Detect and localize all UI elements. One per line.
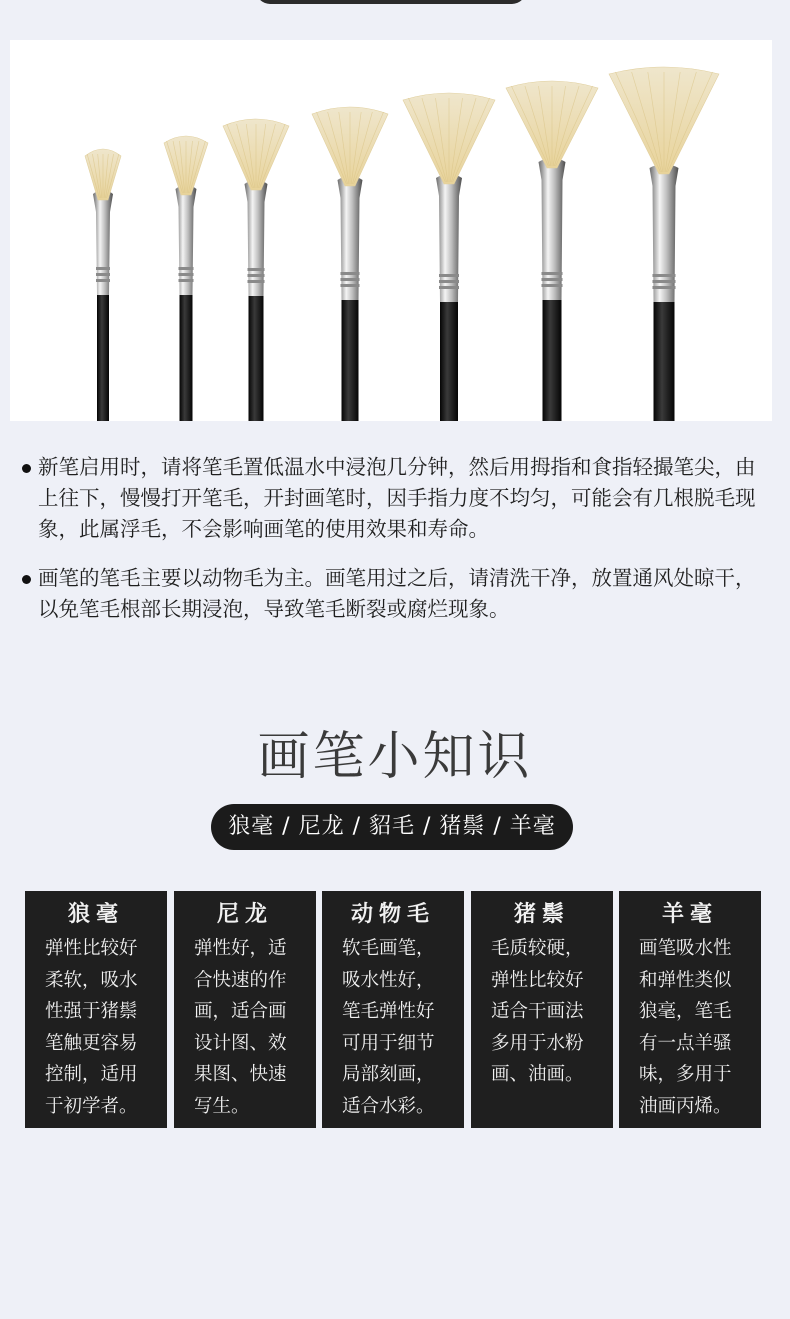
ferrule-ring bbox=[341, 278, 360, 281]
bristle-card-wolf bbox=[25, 891, 167, 1128]
ferrule-ring bbox=[542, 272, 563, 275]
section-title: 画笔小知识 bbox=[257, 727, 533, 787]
bristle-card-animal-hair bbox=[322, 891, 464, 1128]
ferrule-ring bbox=[179, 279, 194, 282]
ferrule-ring bbox=[653, 274, 676, 277]
ferrule-ring bbox=[439, 274, 459, 277]
brush-handle bbox=[654, 298, 675, 421]
bristle-card-nylon bbox=[174, 891, 316, 1128]
card-title: 羊毫 bbox=[661, 902, 718, 927]
ferrule-ring bbox=[96, 279, 110, 282]
usage-note bbox=[20, 563, 765, 625]
ferrule-ring bbox=[96, 267, 110, 270]
brush-ferrule bbox=[176, 185, 197, 295]
ferrule-ring bbox=[653, 286, 676, 289]
usage-note bbox=[20, 452, 765, 545]
brush-handle bbox=[97, 291, 109, 421]
bristle-types-pill: 狼毫 / 尼龙 / 貂毛 / 猪鬃 / 羊毫 bbox=[211, 804, 573, 850]
ferrule-ring bbox=[248, 268, 265, 271]
ferrule-ring bbox=[542, 284, 563, 287]
card-body: 软毛画笔，吸水性好，笔毛弹性好可用于细节局部刻画，适合水彩。 bbox=[342, 938, 435, 1117]
ferrule-ring bbox=[439, 286, 459, 289]
bristle-card-hog bbox=[471, 891, 613, 1128]
bullet-icon bbox=[22, 464, 31, 473]
brush-handle bbox=[342, 296, 359, 421]
usage-note-text: 画笔的笔毛主要以动物毛为主。画笔用过之后，请清洗干净，放置通风处晾干，以免笔毛根部长期浸泡，导致笔毛断裂或腐烂现象。 bbox=[38, 566, 756, 621]
card-body: 毛质较硬，弹性比较好适合干画法多用于水粉画、油画。 bbox=[491, 938, 584, 1085]
ferrule-ring bbox=[179, 267, 194, 270]
brush-handle bbox=[543, 296, 562, 421]
ferrule-ring bbox=[653, 280, 676, 283]
card-body: 画笔吸水性和弹性类似狼毫，笔毛有一点羊骚味，多用于油画丙烯。 bbox=[639, 938, 732, 1117]
ferrule-ring bbox=[341, 284, 360, 287]
brush-ferrule bbox=[245, 180, 268, 296]
bristle-card-goat bbox=[619, 891, 761, 1128]
brush-product-photo bbox=[10, 40, 772, 421]
ferrule-ring bbox=[96, 273, 110, 276]
ferrule-ring bbox=[179, 273, 194, 276]
card-title: 尼龙 bbox=[216, 902, 273, 927]
ferrule-ring bbox=[248, 280, 265, 283]
ferrule-ring bbox=[248, 274, 265, 277]
card-body: 弹性比较好柔软，吸水性强于猪鬃笔触更容易控制，适用于初学者。 bbox=[45, 938, 138, 1117]
top-tab-decoration bbox=[256, 0, 526, 4]
ferrule-ring bbox=[542, 278, 563, 281]
brush-ferrule bbox=[338, 176, 363, 300]
brush-handle bbox=[249, 292, 264, 421]
bullet-icon bbox=[22, 575, 31, 584]
usage-note-text: 新笔启用时，请将笔毛置低温水中浸泡几分钟，然后用拇指和食指轻撮笔尖，由上往下，慢慢打开笔毛，开封画笔时，因手指力度不均匀，可能会有几根脱毛现象，此属浮毛，不会影响画笔的使用效果和寿命。 bbox=[38, 455, 756, 541]
brush-handle bbox=[440, 298, 458, 421]
card-title: 猪鬃 bbox=[513, 902, 570, 927]
card-title: 狼毫 bbox=[67, 902, 124, 927]
brush-handle bbox=[180, 291, 193, 421]
ferrule-ring bbox=[341, 272, 360, 275]
usage-notes bbox=[20, 452, 765, 643]
ferrule-ring bbox=[439, 280, 459, 283]
card-body: 弹性好，适合快速的作画，适合画设计图、效果图、快速写生。 bbox=[194, 938, 287, 1117]
card-title: 动物毛 bbox=[350, 902, 435, 927]
fan-brushes-illustration bbox=[10, 40, 772, 421]
